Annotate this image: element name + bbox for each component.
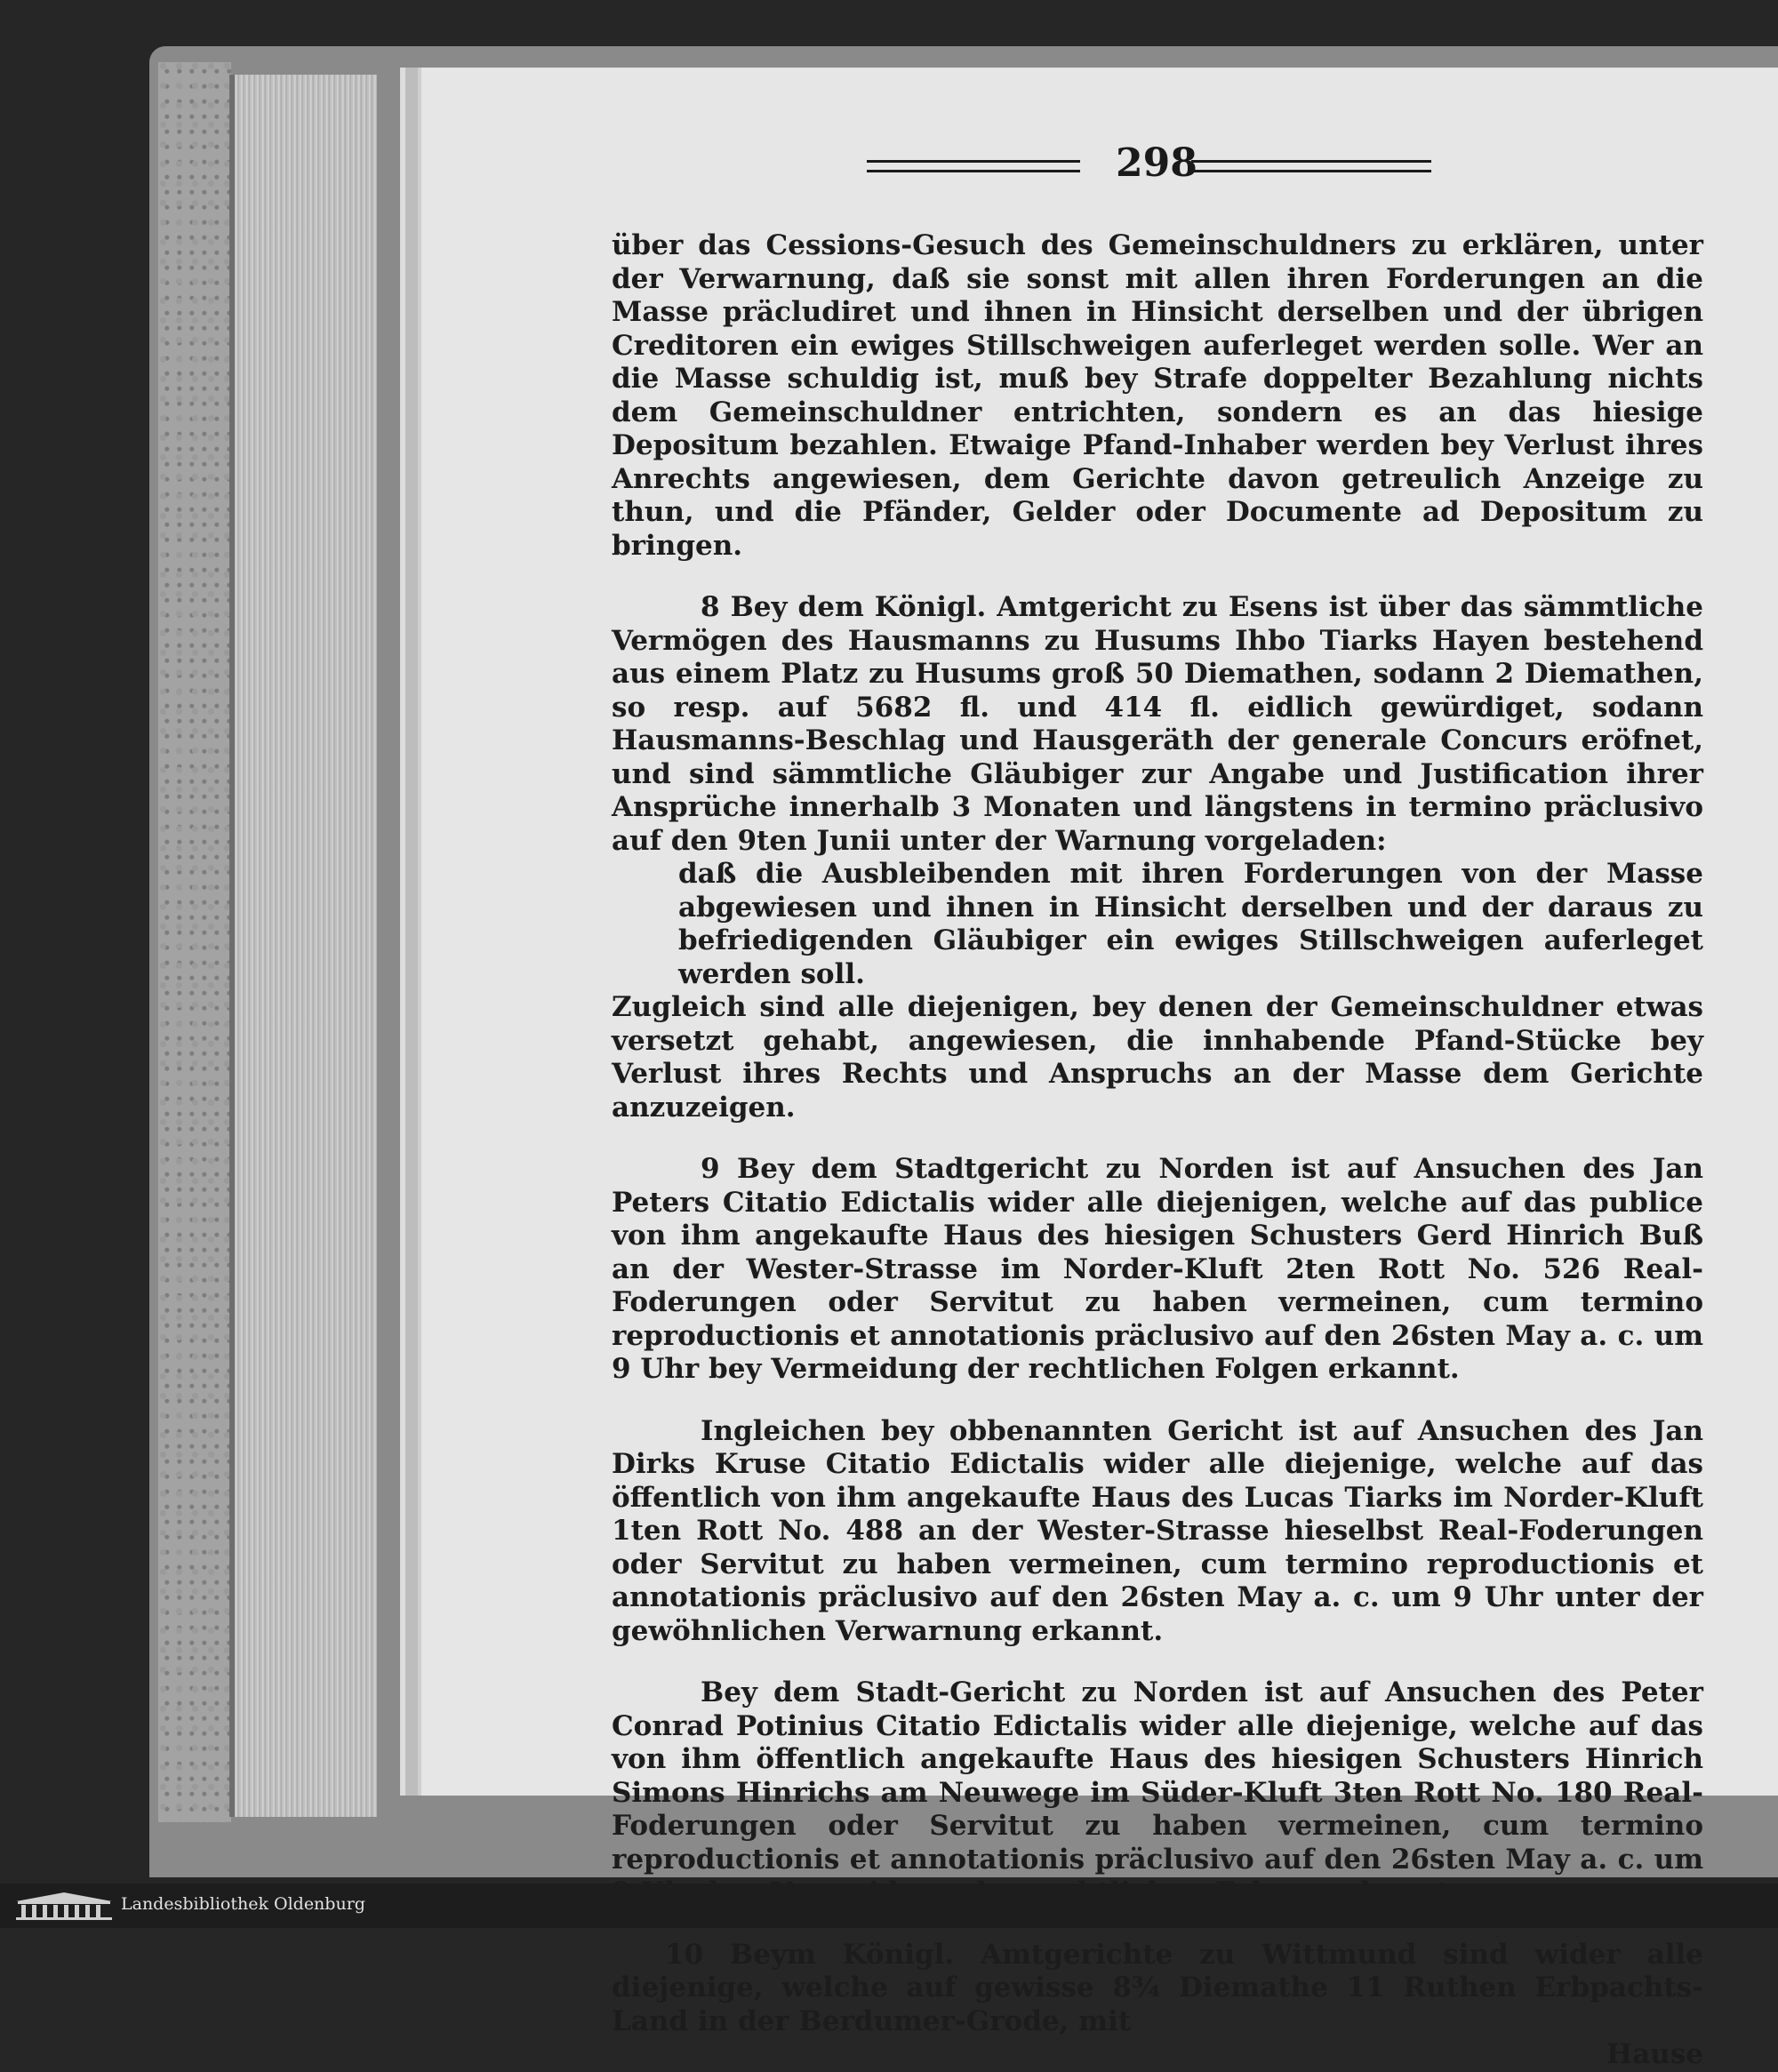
page-edges <box>229 75 377 1817</box>
header-rule-left <box>867 160 1080 172</box>
paragraph: über das Cessions-Gesuch des Gemeinschuldners zu erklären, unter der Verwarnung, daß sie sonst mit allen ihren Forderungen an die Masse präcludiret und ihnen in Hinsicht derselben und der übrigen Creditoren ein ewiges Stillschweigen auferleget werden solle. Wer an die Masse schuldig ist, muß bey Strafe doppelter Bezahlung nichts dem Gemeinschuldner entrichten, sondern es an das hiesige Depositum bezahlen. Etwaige Pfand-Inhaber werden bey Verlust ihres Anrechts angewiesen, dem Gerichte davon getreulich Anzeige zu thun, und die Pfänder, Gelder oder Documente ad Depositum zu bringen. <box>612 229 1703 562</box>
paragraph: Ingleichen bey obbenannten Gericht ist auf Ansuchen des Jan Dirks Kruse Citatio Edictalis wider alle diejenige, welche auf das öffentlich von ihm angekaufte Haus des Lucas Tiarks im Norder-Kluft 1ten Rott No. 488 an der Wester-Strasse hieselbst Real-Foderungen oder Servitut zu haben vermeinen, cum termino reproductionis et annotationis präclusivo auf den 26sten May a. c. um 9 Uhr unter der gewöhnlichen Verwarnung erkannt. <box>612 1414 1703 1647</box>
page-header <box>867 140 1720 185</box>
paragraph: 9 Bey dem Stadtgericht zu Norden ist auf Ansuchen des Jan Peters Citatio Edictalis wider alle diejenigen, welche auf das publice von ihm angekaufte Haus des hiesigen Schusters Gerd Hinrich Buß an der Wester-Strasse im Norder-Kluft 2ten Rott No. 526 Real-Foderungen oder Servitut zu haben vermeinen, cum termino reproductionis et annotationis präclusivo auf den 26sten May a. c. um 9 Uhr bey Vermeidung der rechtlichen Folgen erkannt. <box>612 1153 1703 1385</box>
paragraph: 8 Bey dem Königl. Amtgericht zu Esens ist über das sämmtliche Vermögen des Hausmanns zu Husums Ihbo Tiarks Hayen bestehend aus einem Platz zu Husums groß 50 Diemathen, sodann 2 Diemathen, so resp. auf 5682 fl. und 414 fl. eidlich gewürdiget, sodann Hausmanns-Beschlag und Hausgeräth der generale Concurs eröfnet, und sind sämmtliche Gläubiger zur Angabe und Justification ihrer Ansprüche innerhalb 3 Monaten und längstens in termino präclusivo auf den 9ten Junii unter der Warnung vorgeladen: <box>612 591 1703 857</box>
paragraph-gap <box>612 1648 1703 1676</box>
paragraph-gap <box>612 563 1703 591</box>
paragraph-gap <box>612 1387 1703 1415</box>
page-number: 298 <box>1116 140 1197 186</box>
library-logo-icon <box>14 1891 114 1921</box>
header-rule-right <box>1191 160 1431 172</box>
viewer-footer <box>0 1884 1778 1928</box>
paragraph: Bey dem Stadt-Gericht zu Norden ist auf Ansuchen des Peter Conrad Potinius Citatio Edictalis wider alle diejenige, welche auf das von ihm öffentlich angekaufte Haus des hiesigen Schusters Hinrich Simons Hinrichs am Neuwege im Süder-Kluft 3ten Rott No. 180 Real-Foderungen oder Servitut zu haben vermeinen, cum termino reproductionis et annotationis präclusivo auf den 26sten May a. c. um <box>612 1676 1703 1876</box>
book-binding <box>158 62 231 1822</box>
paragraph: daß die Ausbleibenden mit ihren Forderungen von der Masse abgewiesen und ihnen in Hinsicht derselben und der daraus zu befriedigenden Gläubiger ein ewiges Stillschweigen auferleget werden soll. <box>678 858 1703 990</box>
paragraph: Zugleich sind alle diejenigen, bey denen der Gemeinschuldner etwas versetzt gehabt, angewiesen, die innhabende Pfand-Stücke bey Verlust ihres Rechts und Anspruchs an der Masse dem Gerichte anzuzeigen. <box>612 991 1703 1124</box>
catchword: Hause <box>1606 2038 1703 2070</box>
library-name: Landesbibliothek Oldenburg <box>121 1894 365 1914</box>
paragraph: 10 Beym Königl. Amtgerichte zu Wittmund sind wider alle diejenige, welche auf gewisse 8¾ Diemathe 11 Ruthen Erbpachts-Land in der Berdumer-Grode, mit <box>612 1938 1703 2037</box>
page-body-text <box>612 229 1703 2072</box>
paragraph-gap <box>612 1124 1703 1153</box>
